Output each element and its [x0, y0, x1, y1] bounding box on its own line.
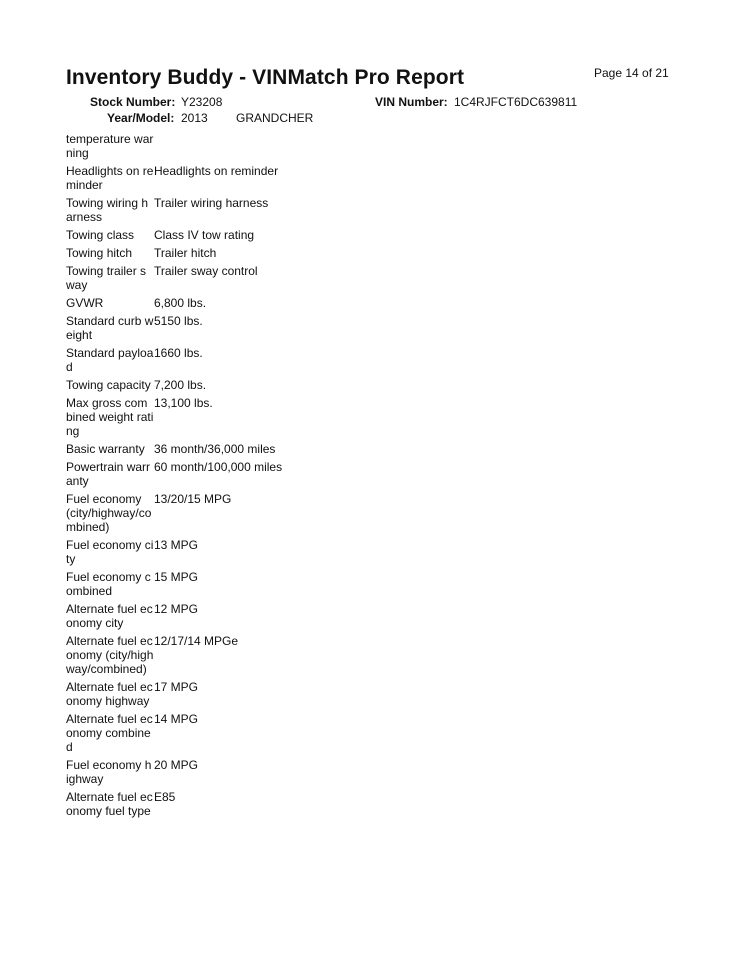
spec-label: Towing hitch [66, 246, 133, 260]
vin-value: 1C4RJFCT6DC639811 [454, 95, 578, 109]
spec-row [66, 790, 666, 822]
year-model-label: Year/Model: [107, 111, 175, 125]
spec-row [66, 296, 666, 314]
spec-value: 5150 lbs. [154, 314, 203, 328]
spec-row [66, 396, 666, 442]
spec-label: Alternate fuel economy combined [66, 712, 153, 754]
spec-row [66, 442, 666, 460]
spec-value: Trailer hitch [154, 246, 217, 260]
spec-row [66, 314, 666, 346]
spec-value: Class IV tow rating [154, 228, 255, 242]
spec-row [66, 758, 666, 790]
spec-label: Towing wiring harness [66, 196, 149, 224]
spec-label: Fuel economy highway [66, 758, 152, 786]
spec-value: 12/17/14 MPGe [154, 634, 239, 648]
spec-row [66, 228, 666, 246]
report-title: Inventory Buddy - VINMatch Pro Report [66, 66, 465, 89]
spec-row [66, 378, 666, 396]
spec-value: 13 MPG [154, 538, 199, 552]
spec-label: Standard curb weight [66, 314, 154, 342]
spec-label: temperature warning [66, 132, 154, 160]
year-value: 2013 [181, 111, 208, 125]
spec-value: 20 MPG [154, 758, 199, 772]
spec-value: E85 [154, 790, 176, 804]
spec-value: 12 MPG [154, 602, 199, 616]
spec-label: Towing trailer sway [66, 264, 147, 292]
spec-value: 13,100 lbs. [154, 396, 213, 410]
spec-label: Powertrain warranty [66, 460, 151, 488]
spec-row [66, 246, 666, 264]
spec-value: 15 MPG [154, 570, 199, 584]
spec-value: 6,800 lbs. [154, 296, 207, 310]
spec-label: GVWR [66, 296, 104, 310]
spec-row [66, 570, 666, 602]
spec-list [66, 132, 666, 822]
spec-row [66, 346, 666, 378]
spec-label: Towing capacity [66, 378, 151, 392]
spec-label: Towing class [66, 228, 135, 242]
spec-label: Alternate fuel economy fuel type [66, 790, 153, 818]
spec-value: Headlights on reminder [154, 164, 279, 178]
spec-value: 36 month/36,000 miles [154, 442, 276, 456]
spec-label: Fuel economy combined [66, 570, 151, 598]
spec-label: Headlights on reminder [66, 164, 154, 192]
stock-number-value: Y23208 [181, 95, 223, 109]
spec-label: Standard payload [66, 346, 154, 374]
spec-label: Fuel economy (city/highway/combined) [66, 492, 152, 534]
spec-value: 60 month/100,000 miles [154, 460, 283, 474]
spec-label: Alternate fuel economy city [66, 602, 153, 630]
spec-row [66, 538, 666, 570]
page-number: Page 14 of 21 [594, 66, 669, 80]
spec-value: Trailer sway control [154, 264, 258, 278]
spec-row [66, 712, 666, 758]
model-value: GRANDCHER [236, 111, 314, 125]
spec-row [66, 680, 666, 712]
spec-row [66, 634, 666, 680]
spec-row [66, 196, 666, 228]
stock-number-label: Stock Number: [90, 95, 176, 109]
spec-label: Alternate fuel economy highway [66, 680, 153, 708]
spec-row [66, 492, 666, 538]
spec-label: Alternate fuel economy (city/highway/combined) [66, 634, 154, 676]
spec-value: 14 MPG [154, 712, 199, 726]
spec-row [66, 460, 666, 492]
spec-value: 13/20/15 MPG [154, 492, 232, 506]
spec-row [66, 132, 666, 164]
spec-value: 7,200 lbs. [154, 378, 207, 392]
spec-value: Trailer wiring harness [154, 196, 269, 210]
spec-row [66, 164, 666, 196]
spec-label: Basic warranty [66, 442, 145, 456]
spec-label: Max gross combined weight rating [66, 396, 154, 438]
spec-value: 17 MPG [154, 680, 199, 694]
spec-row [66, 602, 666, 634]
spec-label: Fuel economy city [66, 538, 154, 566]
spec-row [66, 264, 666, 296]
spec-value: 1660 lbs. [154, 346, 203, 360]
vin-label: VIN Number: [375, 95, 448, 109]
